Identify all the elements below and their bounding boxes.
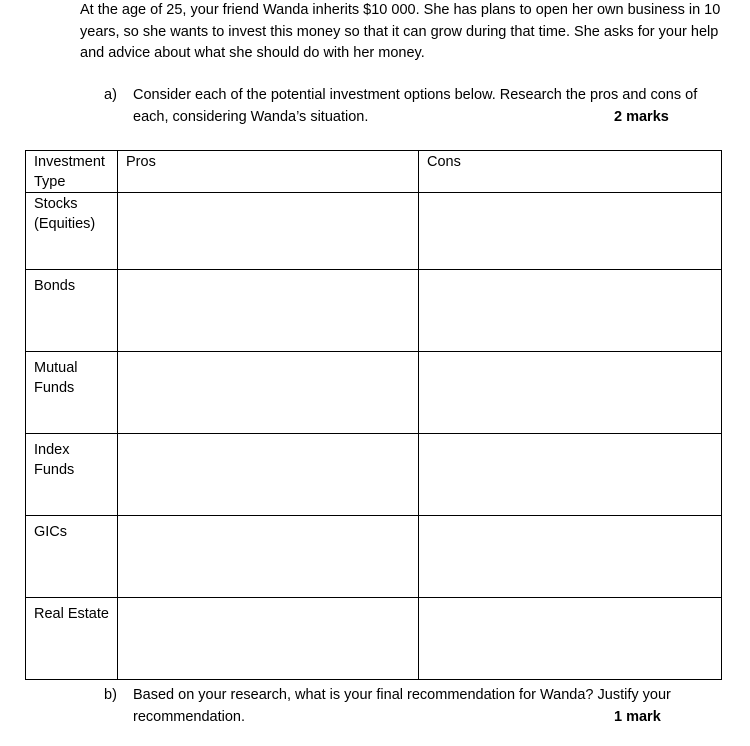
- question-a: [104, 85, 724, 128]
- table-row: [26, 193, 722, 270]
- question-b-marks: 1 mark: [614, 708, 661, 725]
- row-pros-mutual-funds[interactable]: [118, 352, 419, 434]
- question-a-text: Consider each of the potential investment options below. Research the pros and cons of each, considering Wanda’s situation.: [133, 87, 698, 125]
- table-row: [26, 434, 722, 516]
- table-row: [26, 516, 722, 598]
- row-cons-bonds[interactable]: [419, 270, 722, 352]
- row-pros-stocks[interactable]: [118, 193, 419, 270]
- table-row: [26, 270, 722, 352]
- table-row: [26, 598, 722, 680]
- question-b-letter: b): [104, 687, 117, 703]
- row-cons-real-estate[interactable]: [419, 598, 722, 680]
- row-cons-mutual-funds[interactable]: [419, 352, 722, 434]
- header-investment-type: Investment Type: [26, 151, 118, 193]
- table-row: [26, 352, 722, 434]
- row-cons-index-funds[interactable]: [419, 434, 722, 516]
- row-type-gics: GICs: [26, 516, 118, 598]
- question-a-marks: 2 marks: [614, 108, 669, 125]
- question-b-text: Based on your research, what is your final recommendation for Wanda? Justify your recommendation.: [133, 687, 671, 725]
- row-type-real-estate: Real Estate: [26, 598, 118, 680]
- row-pros-gics[interactable]: [118, 516, 419, 598]
- header-cons: Cons: [419, 151, 722, 193]
- row-cons-gics[interactable]: [419, 516, 722, 598]
- intro-paragraph: At the age of 25, your friend Wanda inherits $10 000. She has plans to open her own business in 10 years, so she wants to invest this money so that it can grow during that time. She asks for your help and advice about what she should do with her money.: [80, 2, 721, 61]
- row-type-index-funds: Index Funds: [26, 434, 118, 516]
- row-type-mutual-funds: Mutual Funds: [26, 352, 118, 434]
- row-cons-stocks[interactable]: [419, 193, 722, 270]
- row-type-bonds: Bonds: [26, 270, 118, 352]
- row-pros-real-estate[interactable]: [118, 598, 419, 680]
- row-pros-bonds[interactable]: [118, 270, 419, 352]
- row-type-stocks: Stocks (Equities): [26, 193, 118, 270]
- question-a-letter: a): [104, 87, 117, 103]
- question-b: [104, 685, 724, 728]
- header-pros: Pros: [118, 151, 419, 193]
- investment-table: [25, 150, 722, 680]
- row-pros-index-funds[interactable]: [118, 434, 419, 516]
- table-header-row: [26, 151, 722, 193]
